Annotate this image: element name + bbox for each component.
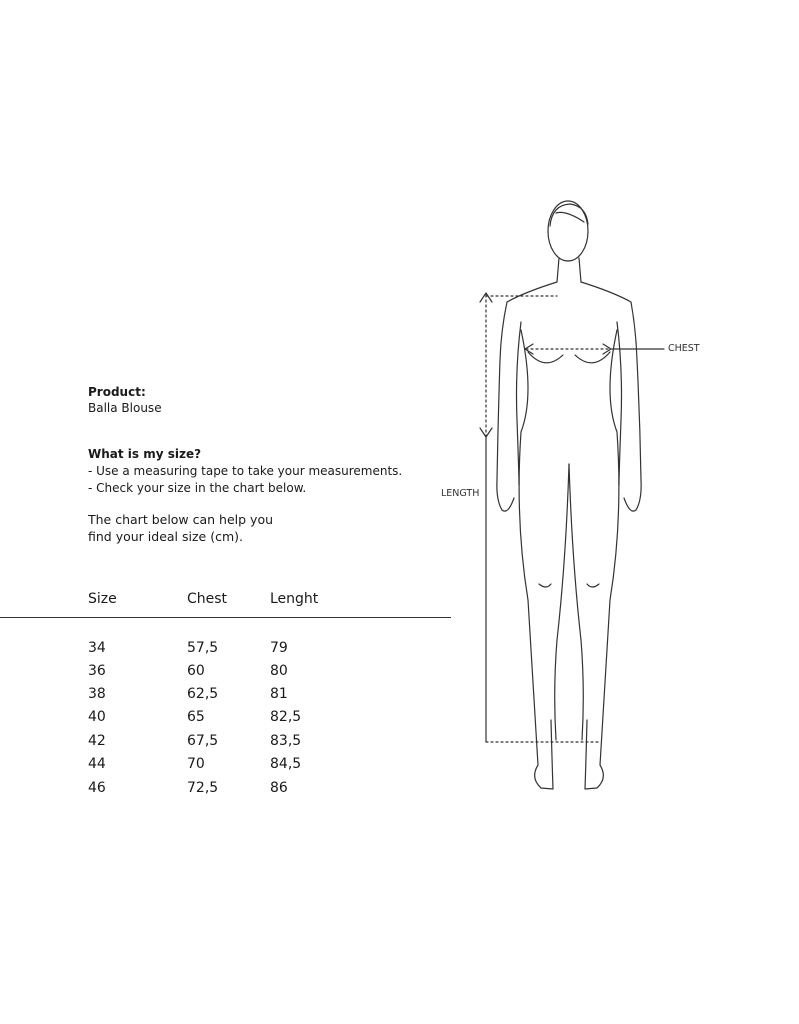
cell-chest: 62,5 <box>187 686 219 702</box>
cell-chest: 70 <box>187 756 205 772</box>
cell-size: 40 <box>88 709 106 725</box>
cell-chest: 65 <box>187 709 205 725</box>
mannequin-outline <box>497 201 641 789</box>
cell-chest: 60 <box>187 663 205 679</box>
header-size: Size <box>88 591 117 607</box>
size-question: What is my size? <box>88 447 202 461</box>
chart-intro <box>88 511 348 545</box>
cell-size: 38 <box>88 686 106 702</box>
chest-label: CHEST <box>668 343 700 354</box>
cell-length: 82,5 <box>270 709 302 725</box>
measurement-figure <box>430 180 710 800</box>
intro-line: find your ideal size (cm). <box>88 529 243 544</box>
cell-length: 84,5 <box>270 756 302 772</box>
cell-size: 42 <box>88 733 106 749</box>
cell-size: 36 <box>88 663 106 679</box>
cell-length: 80 <box>270 663 288 679</box>
cell-chest: 67,5 <box>187 733 219 749</box>
tip-line: - Check your size in the chart below. <box>88 481 307 495</box>
cell-size: 44 <box>88 756 106 772</box>
header-divider <box>0 617 451 618</box>
cell-length: 79 <box>270 640 288 656</box>
cell-length: 83,5 <box>270 733 302 749</box>
product-name: Balla Blouse <box>88 401 162 415</box>
cell-size: 46 <box>88 780 106 796</box>
header-chest: Chest <box>187 591 228 607</box>
cell-chest: 72,5 <box>187 780 219 796</box>
header-length: Lenght <box>270 591 319 607</box>
cell-size: 34 <box>88 640 106 656</box>
cell-chest: 57,5 <box>187 640 219 656</box>
cell-length: 81 <box>270 686 288 702</box>
product-label: Product: <box>88 385 146 399</box>
length-label: LENGTH <box>441 488 480 499</box>
intro-line: The chart below can help you <box>88 512 274 527</box>
chest-measure-line <box>525 344 664 354</box>
cell-length: 86 <box>270 780 288 796</box>
tip-line: - Use a measuring tape to take your measurements. <box>88 464 403 478</box>
